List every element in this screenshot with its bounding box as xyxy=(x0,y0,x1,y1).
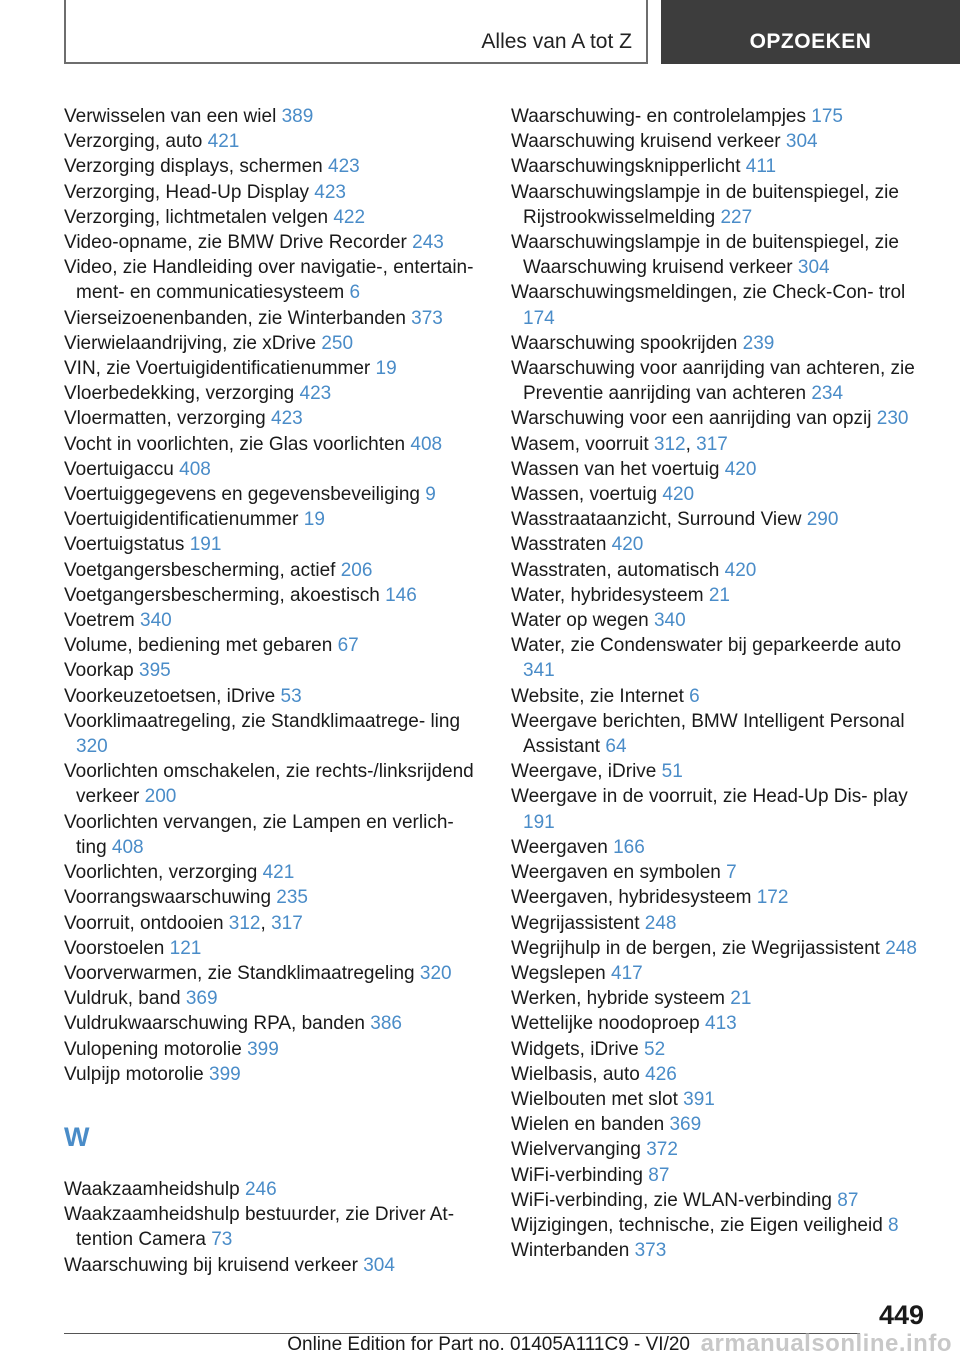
index-entry-text: Verzorging, Head-Up Display xyxy=(64,181,310,203)
index-entry xyxy=(64,885,484,910)
index-entry xyxy=(511,129,931,154)
index-entry xyxy=(511,558,931,583)
index-entry xyxy=(64,406,484,431)
page-reference-link[interactable]: 8 xyxy=(888,1214,899,1236)
page-reference-link[interactable]: 166 xyxy=(613,836,645,858)
page-reference-link[interactable]: 423 xyxy=(299,383,332,405)
page-reference-link[interactable]: 146 xyxy=(385,584,417,606)
index-entry xyxy=(511,356,931,406)
index-entry xyxy=(511,482,931,507)
page-reference-link[interactable]: 340 xyxy=(140,610,172,632)
index-entry xyxy=(511,1062,931,1087)
page-reference-link[interactable]: 250 xyxy=(321,332,354,354)
index-entry-text: Voertuiggegevens en gegevensbeveiliging xyxy=(64,484,420,506)
index-entry xyxy=(511,532,931,557)
page-reference-link[interactable]: 234 xyxy=(811,383,844,405)
index-column-right xyxy=(511,104,931,1263)
page-reference-link[interactable]: 304 xyxy=(363,1254,395,1276)
page-reference-link[interactable]: 399 xyxy=(247,1038,279,1060)
index-entry xyxy=(511,180,931,230)
index-entry-text: Verzorging, lichtmetalen velgen xyxy=(64,206,329,228)
page-reference-link[interactable]: 175 xyxy=(811,106,843,127)
index-entry xyxy=(511,1238,931,1263)
index-entry xyxy=(511,583,931,608)
index-entry-text: Water, zie Condenswater bij geparkeerde auto xyxy=(511,635,902,657)
index-entry xyxy=(511,1213,931,1238)
index-entry xyxy=(64,759,484,809)
index-entry-text: Waarschuwing bij kruisend verkeer xyxy=(64,1254,358,1276)
index-entry xyxy=(64,1253,484,1278)
index-entry-text: Voorrangswaarschuwing xyxy=(64,887,272,909)
index-entry-text: WiFi-verbinding xyxy=(511,1164,643,1186)
index-entry xyxy=(511,331,931,356)
index-entry xyxy=(64,583,484,608)
index-entry xyxy=(64,608,484,633)
watermark-logo: armanualsonline.info xyxy=(700,1330,952,1357)
page-reference-link[interactable]: 235 xyxy=(276,887,308,909)
index-entry xyxy=(64,457,484,482)
index-entry: Wasem, voorruit 312, 317 xyxy=(511,433,728,455)
index-entry xyxy=(64,658,484,683)
index-entry xyxy=(64,936,484,961)
index-entry xyxy=(64,230,484,255)
page-reference-link[interactable]: 172 xyxy=(756,887,789,909)
page-reference-link[interactable]: 21 xyxy=(730,988,752,1010)
index-entry xyxy=(511,961,931,986)
index-entry-text: Waarschuwingsknipperlicht xyxy=(511,156,741,178)
index-entry xyxy=(511,608,931,633)
index-entry-text: Verzorging displays, schermen xyxy=(64,156,323,178)
index-entry xyxy=(64,381,484,406)
index-entry-text: Wielbouten met slot xyxy=(511,1088,678,1110)
index-entry-text: Voertuigstatus xyxy=(64,534,185,556)
index-entry-text: Vocht in voorlichten, zie Glas voorlichten xyxy=(64,433,406,455)
index-entry-text: Vulpijp motorolie xyxy=(64,1063,204,1085)
index-entry xyxy=(64,507,484,532)
index-entry xyxy=(64,633,484,658)
index-entry-text: Website, zie Internet xyxy=(511,685,684,707)
page-reference-link[interactable]: 227 xyxy=(720,206,753,228)
index-entry xyxy=(511,280,931,330)
index-entry xyxy=(64,306,484,331)
index-entry-text: Winterbanden xyxy=(511,1240,630,1262)
page-reference-link[interactable]: 426 xyxy=(645,1063,677,1085)
page-reference-link[interactable]: 423 xyxy=(328,156,360,178)
index-entry-text: Waarschuwing voor aanrijding van achteren, zie Preventie aanrijding van achteren xyxy=(511,358,915,405)
page-reference-link[interactable]: 191 xyxy=(523,811,555,833)
page-reference-link[interactable]: 174 xyxy=(523,307,555,329)
index-entry-text: Waarschuwing- en controlelampjes xyxy=(511,106,806,127)
index-entry-text: Wettelijke noodoproep xyxy=(511,1013,700,1035)
index-entry xyxy=(511,885,931,910)
index-entry-text: Waakzaamheidshulp xyxy=(64,1178,240,1200)
index-entry-text: Wassen van het voertuig xyxy=(511,458,720,480)
page-reference-link[interactable]: 317 xyxy=(271,912,303,934)
index-entry-text: Waarschuwingslampje in de buitenspiegel, zie Rijstrookwisselmelding xyxy=(511,181,899,228)
index-entry xyxy=(511,986,931,1011)
page-reference-link[interactable]: 373 xyxy=(411,307,443,329)
right-entries-list xyxy=(511,104,931,1263)
index-entry-text: Verzorging, auto xyxy=(64,131,203,153)
index-entry xyxy=(64,986,484,1011)
index-entry xyxy=(511,457,931,482)
page-reference-link[interactable]: 230 xyxy=(876,408,909,430)
index-entry-text: Weergaven en symbolen xyxy=(511,862,721,884)
index-entry-text: Waarschuwingslampje in de buitenspiegel, zie Waarschuwing kruisend verkeer xyxy=(511,232,899,279)
index-entry-text: Water op wegen xyxy=(511,610,649,632)
index-entry-text: Voorlichten, verzorging xyxy=(64,862,258,884)
page-reference-link[interactable]: 408 xyxy=(410,433,443,455)
index-entry-text: Waarschuwing kruisend verkeer xyxy=(511,131,781,153)
index-entry xyxy=(64,331,484,356)
page-reference-link[interactable]: 369 xyxy=(185,988,218,1010)
page-reference-link[interactable]: 420 xyxy=(662,484,695,506)
page-reference-link[interactable]: 413 xyxy=(705,1013,737,1035)
page-reference-link[interactable]: 422 xyxy=(333,206,366,228)
index-entry-text: Voorlichten omschakelen, zie rechts-/linksrijdend verkeer xyxy=(64,761,474,808)
page-reference-link[interactable]: 320 xyxy=(76,736,108,758)
index-entry xyxy=(64,1037,484,1062)
page-reference-link[interactable]: 420 xyxy=(611,534,644,556)
index-entry-text: Werken, hybride systeem xyxy=(511,988,726,1010)
index-entry-text: Video-opname, zie BMW Drive Recorder xyxy=(64,232,407,254)
index-entry xyxy=(511,759,931,784)
page-reference-link[interactable]: 53 xyxy=(280,685,302,707)
index-entry-text: Waarschuwingsmeldingen, zie Check-Con‐ trol xyxy=(511,282,906,304)
page-reference-link[interactable]: 9 xyxy=(425,484,436,506)
index-entry-text: Voorlichten vervangen, zie Lampen en verlich‐ ting xyxy=(64,811,454,858)
left-entries-list xyxy=(64,104,484,1087)
index-entry-text: WiFi-verbinding, zie WLAN-verbinding xyxy=(511,1189,832,1211)
index-entry-text: Wijzigingen, technische, zie Eigen veiligheid xyxy=(511,1214,883,1236)
index-entry-text: Water, hybridesysteem xyxy=(511,584,704,606)
index-entry xyxy=(64,709,484,759)
index-entry-text: Volume, bediening met gebaren xyxy=(64,635,333,657)
index-entry-text: Wielvervanging xyxy=(511,1139,641,1161)
index-entry xyxy=(64,1202,484,1252)
index-entry-text: Waakzaamheidshulp bestuurder, zie Driver At‐ tention Camera xyxy=(64,1204,455,1251)
index-entry xyxy=(64,356,484,381)
index-entry xyxy=(64,432,484,457)
index-entry-text: Wasstraten xyxy=(511,534,607,556)
index-entry-text: Verwisselen van een wiel xyxy=(64,106,277,127)
page-reference-link[interactable]: 369 xyxy=(669,1114,702,1136)
index-entry-text: Vulopening motorolie xyxy=(64,1038,242,1060)
page-reference-link[interactable]: 386 xyxy=(370,1013,402,1035)
page-reference-link[interactable]: 420 xyxy=(724,458,757,480)
index-entry-text: Vloermatten, verzorging xyxy=(64,408,266,430)
index-entry xyxy=(511,1163,931,1188)
page-reference-link[interactable]: 64 xyxy=(605,736,627,758)
page-reference-link[interactable]: 372 xyxy=(646,1139,678,1161)
index-entry-text: Voetrem xyxy=(64,610,135,632)
page-reference-link[interactable]: 52 xyxy=(644,1038,666,1060)
page-reference-link[interactable]: 391 xyxy=(683,1088,715,1110)
index-entry xyxy=(64,255,484,305)
index-entry xyxy=(64,558,484,583)
page-reference-link[interactable]: 312 xyxy=(228,912,261,934)
index-entry-text: Video, zie Handleiding over navigatie-, entertain‐ ment- en communicatiesysteem xyxy=(64,257,474,304)
left-w-entries-list xyxy=(64,1177,484,1278)
index-entry xyxy=(511,1137,931,1162)
index-entry xyxy=(511,230,931,280)
page-reference-link[interactable]: 121 xyxy=(169,937,202,959)
index-entry-text: Voertuigidentificatienummer xyxy=(64,509,299,531)
page-reference-link[interactable]: 246 xyxy=(244,1178,277,1200)
index-entry xyxy=(511,1188,931,1213)
footer-edition: Online Edition for Part no. 01405A111C9 - VI/20 xyxy=(287,1334,690,1355)
page-reference-link[interactable]: 6 xyxy=(349,282,361,304)
page-reference-link[interactable]: 67 xyxy=(337,635,359,657)
index-entry-text: Weergave in de voorruit, zie Head-Up Dis‐ play xyxy=(511,786,908,808)
index-entry-text: VIN, zie Voertuigidentificatienummer xyxy=(64,358,371,380)
index-entry xyxy=(64,482,484,507)
index-entry-text: Widgets, iDrive xyxy=(511,1038,639,1060)
page-reference-link[interactable]: 290 xyxy=(806,509,839,531)
page-reference-link[interactable]: 206 xyxy=(340,559,373,581)
index-entry xyxy=(511,1011,931,1036)
page-reference-link[interactable]: 6 xyxy=(689,685,700,707)
header-tab-label: OPZOEKEN xyxy=(749,30,872,53)
page-reference-link[interactable]: 373 xyxy=(634,1240,667,1262)
index-entry-text: Weergaven xyxy=(511,836,608,858)
page-reference-link[interactable]: 304 xyxy=(785,131,818,153)
page-reference-link[interactable]: 200 xyxy=(144,786,177,808)
index-entry-text: Wegslepen xyxy=(511,962,606,984)
index-entry xyxy=(64,129,484,154)
index-entry xyxy=(64,1177,484,1202)
page-reference-link[interactable]: 191 xyxy=(189,534,222,556)
index-entry-text: Voorkeuzetoetsen, iDrive xyxy=(64,685,276,707)
index-entry xyxy=(511,860,931,885)
page-reference-link[interactable]: 423 xyxy=(271,408,303,430)
index-entry xyxy=(511,709,931,759)
page-reference-link[interactable]: 87 xyxy=(648,1164,670,1186)
index-entry-text: Voetgangersbescherming, akoestisch xyxy=(64,584,380,606)
page-reference-link[interactable]: 341 xyxy=(523,660,555,682)
index-column-left xyxy=(64,104,484,1278)
page-reference-link[interactable]: 312 xyxy=(653,433,686,455)
index-entry: Voorruit, ontdooien 312, 317 xyxy=(64,912,303,934)
header-section-box xyxy=(64,0,648,64)
page-reference-link[interactable]: 19 xyxy=(303,509,325,531)
index-entry xyxy=(64,205,484,230)
index-entry-text: Voorverwarmen, zie Standklimaatregeling xyxy=(64,962,415,984)
header-section-label: Alles van A tot Z xyxy=(481,30,632,53)
page-reference-link[interactable]: 51 xyxy=(661,761,683,783)
index-entry xyxy=(511,507,931,532)
index-entry xyxy=(64,961,484,986)
page-reference-link[interactable]: 399 xyxy=(209,1063,241,1085)
page-reference-link[interactable]: 395 xyxy=(139,660,171,682)
page-reference-link[interactable]: 408 xyxy=(111,836,144,858)
page-reference-link[interactable]: 248 xyxy=(885,937,917,959)
index-entry-text: Voertuigaccu xyxy=(64,458,174,480)
index-entry xyxy=(511,406,931,431)
index-entry-text: Vierwielaandrijving, zie xDrive xyxy=(64,332,317,354)
index-entry-text: Wasem, voorruit xyxy=(511,433,649,455)
index-entry-text: Voorruit, ontdooien xyxy=(64,912,224,934)
page-number: 449 xyxy=(878,1300,924,1330)
page-reference-link[interactable]: 243 xyxy=(412,232,444,254)
index-entry xyxy=(64,860,484,885)
index-entry xyxy=(64,154,484,179)
index-entry-text: Wegrijassistent xyxy=(511,912,640,934)
index-entry-text: Vuldruk, band xyxy=(64,988,181,1010)
index-entry xyxy=(511,1112,931,1137)
page-reference-link[interactable]: 417 xyxy=(611,962,643,984)
page-reference-link[interactable]: 423 xyxy=(314,181,346,203)
index-entry xyxy=(511,104,931,129)
page-reference-link[interactable]: 411 xyxy=(745,156,777,178)
index-entry xyxy=(64,1062,484,1087)
index-entry xyxy=(511,1087,931,1112)
index-entry-text: Voorklimaatregeling, zie Standklimaatrege‐ ling xyxy=(64,710,461,732)
page-reference-link[interactable]: 389 xyxy=(281,106,314,127)
index-entry xyxy=(511,835,931,860)
page-reference-link[interactable]: 320 xyxy=(419,962,452,984)
index-entry-text: Vierseizoenenbanden, zie Winterbanden xyxy=(64,307,406,329)
index-entry-text: Voetgangersbescherming, actief xyxy=(64,559,336,581)
index-entry xyxy=(64,104,484,129)
page-reference-link[interactable]: 73 xyxy=(211,1229,233,1251)
page-reference-link[interactable]: 340 xyxy=(653,610,686,632)
page-reference-link[interactable]: 421 xyxy=(207,131,240,153)
page-reference-link[interactable]: 408 xyxy=(179,458,211,480)
index-entry-text: Weergave berichten, BMW Intelligent Personal Assistant xyxy=(511,710,905,758)
index-entry xyxy=(64,532,484,557)
page-reference-link[interactable]: 87 xyxy=(837,1189,859,1211)
index-entry-text: Vloerbedekking, verzorging xyxy=(64,383,295,405)
index-entry-text: Warschuwing voor een aanrijding van opzij xyxy=(511,408,872,430)
index-entry xyxy=(511,154,931,179)
index-entry-text: Voorstoelen xyxy=(64,937,165,959)
index-entry-text: Waarschuwing spookrijden xyxy=(511,332,738,354)
header-tab-opzoeken[interactable] xyxy=(661,0,960,64)
page-reference-link[interactable]: 421 xyxy=(262,862,295,884)
index-entry-text: Voorkap xyxy=(64,660,134,682)
page-reference-link[interactable]: 248 xyxy=(644,912,677,934)
page-reference-link[interactable]: 420 xyxy=(724,559,757,581)
index-entry xyxy=(511,684,931,709)
index-entry xyxy=(511,633,931,683)
index-entry-text: Wasstraten, automatisch xyxy=(511,559,720,581)
index-entry-text: Wegrijhulp in de bergen, zie Wegrijassistent xyxy=(511,937,880,959)
index-entry xyxy=(511,911,931,936)
index-entry-text: Wassen, voertuig xyxy=(511,484,658,506)
index-entry-text: Weergaven, hybridesysteem xyxy=(511,887,752,909)
index-entry xyxy=(511,784,931,834)
index-entry xyxy=(64,1011,484,1036)
index-entry-text: Wielbasis, auto xyxy=(511,1063,640,1085)
page-reference-link[interactable]: 19 xyxy=(375,358,397,380)
index-entry xyxy=(64,180,484,205)
index-entry-text: Vuldrukwaarschuwing RPA, banden xyxy=(64,1013,366,1035)
page-reference-link[interactable]: 7 xyxy=(726,862,737,884)
index-entry xyxy=(64,684,484,709)
index-entry-text: Wielen en banden xyxy=(511,1114,665,1136)
index-entry xyxy=(511,936,931,961)
index-entry xyxy=(64,810,484,860)
page-reference-link[interactable]: 317 xyxy=(696,433,728,455)
section-letter: W xyxy=(64,1121,90,1152)
page-reference-link[interactable]: 239 xyxy=(742,332,775,354)
index-entry xyxy=(511,1037,931,1062)
index-entry-text: Wasstraataanzicht, Surround View xyxy=(511,509,802,531)
page-reference-link[interactable]: 304 xyxy=(797,257,830,279)
page-reference-link[interactable]: 21 xyxy=(708,584,730,606)
index-entry-text: Weergave, iDrive xyxy=(511,761,657,783)
